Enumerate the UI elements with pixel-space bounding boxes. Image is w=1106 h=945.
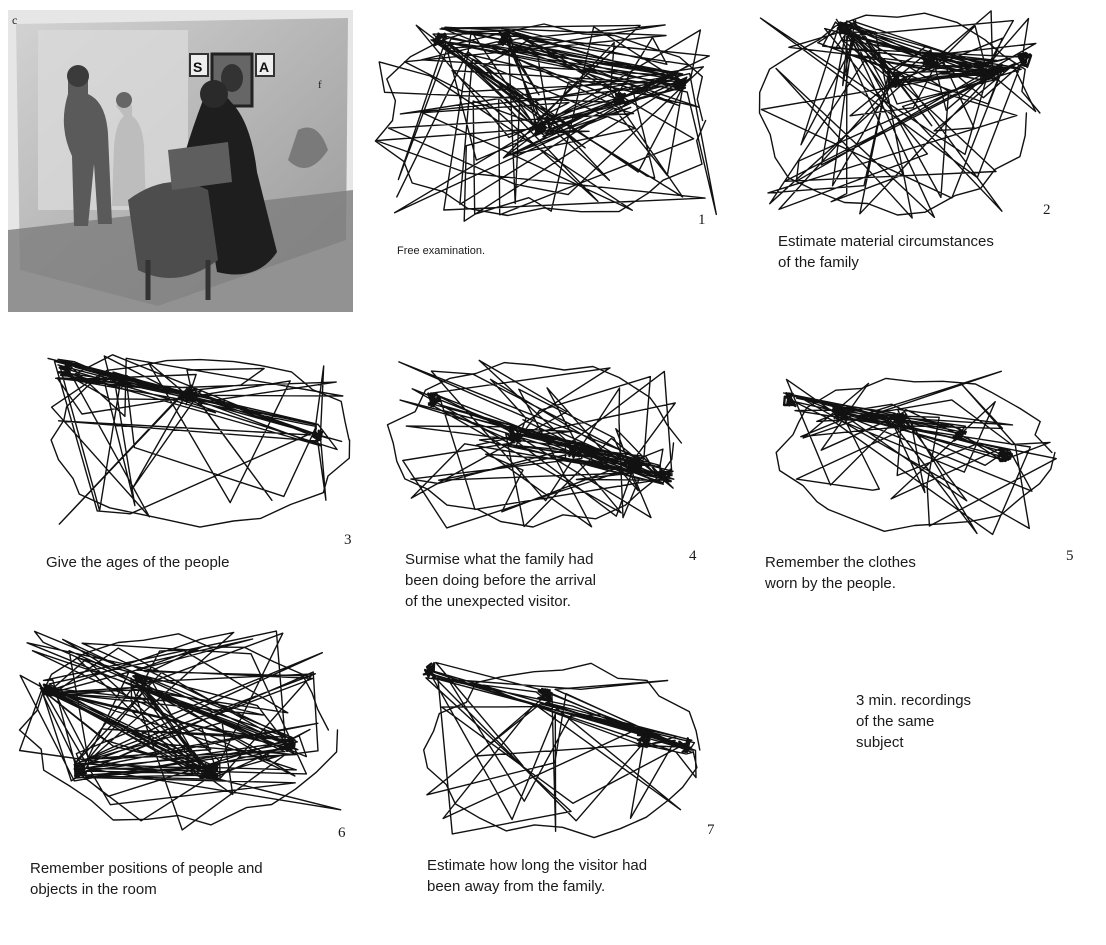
recording-1 [360, 8, 730, 268]
scanpath-segment [435, 34, 447, 45]
recording-7 [405, 650, 745, 910]
scanpath-segment [638, 733, 651, 747]
recording-caption: Estimate material circumstances of the family [778, 233, 994, 271]
recording-4 [375, 340, 715, 620]
recording-number: 6 [338, 825, 346, 841]
recording-number: 3 [344, 532, 352, 548]
frame-letter: S [193, 59, 203, 75]
scanpath-segment [674, 77, 686, 90]
recording-caption: Give the ages of the people [46, 554, 230, 571]
scanpath-segment [376, 25, 716, 221]
eye-movement-trace-7 [405, 650, 705, 845]
painting-unexpected-visitor [8, 10, 353, 312]
scanpath-segment [838, 23, 851, 35]
scanpath-segment [388, 363, 682, 527]
painting-illustration [8, 10, 353, 312]
painting-mark: f [318, 79, 322, 91]
scanpath-segment [399, 360, 675, 528]
eye-movement-trace-5 [760, 360, 1060, 550]
eye-movement-trace-2 [745, 0, 1100, 230]
recording-6 [10, 620, 360, 898]
recording-caption: Estimate how long the visitor had been away from the family. [427, 857, 648, 895]
eye-movement-trace-6 [10, 620, 340, 835]
eye-movement-trace-4 [375, 340, 685, 550]
recording-note: 3 min. recordings of the same subject [856, 692, 972, 751]
scanpath-segment [761, 11, 1036, 218]
recording-number: 7 [707, 822, 715, 838]
scanpath-segment [203, 764, 217, 777]
scanpath-segment [428, 393, 440, 406]
recording-number: 4 [689, 548, 697, 564]
scanpath-segment [48, 355, 343, 524]
recording-5 [760, 360, 1100, 600]
recording-caption: Remember positions of people and objects in the room [30, 860, 263, 898]
scanpath-segment [424, 663, 436, 676]
scanpath-segment [784, 371, 1056, 534]
painting-corner-mark: c [12, 13, 18, 27]
recording-number: 1 [698, 212, 706, 228]
eye-movement-trace-1 [360, 8, 730, 248]
scanpath-segment [426, 663, 696, 834]
frame-letter: A [259, 59, 270, 75]
recording-number: 2 [1043, 202, 1051, 218]
recording-caption: Free examination. [397, 245, 486, 257]
recording-number: 5 [1066, 548, 1074, 564]
recording-2 [745, 0, 1100, 280]
scanpath-segment [20, 631, 341, 830]
recording-3 [30, 340, 370, 580]
recording-caption: Surmise what the family had been doing before the arrival of the unexpected visitor. [405, 551, 596, 610]
eye-movement-trace-3 [30, 340, 360, 550]
recording-caption: Remember the clothes worn by the people. [765, 554, 916, 592]
scanpath-segment [889, 74, 901, 87]
scanpath-segment [615, 93, 625, 104]
